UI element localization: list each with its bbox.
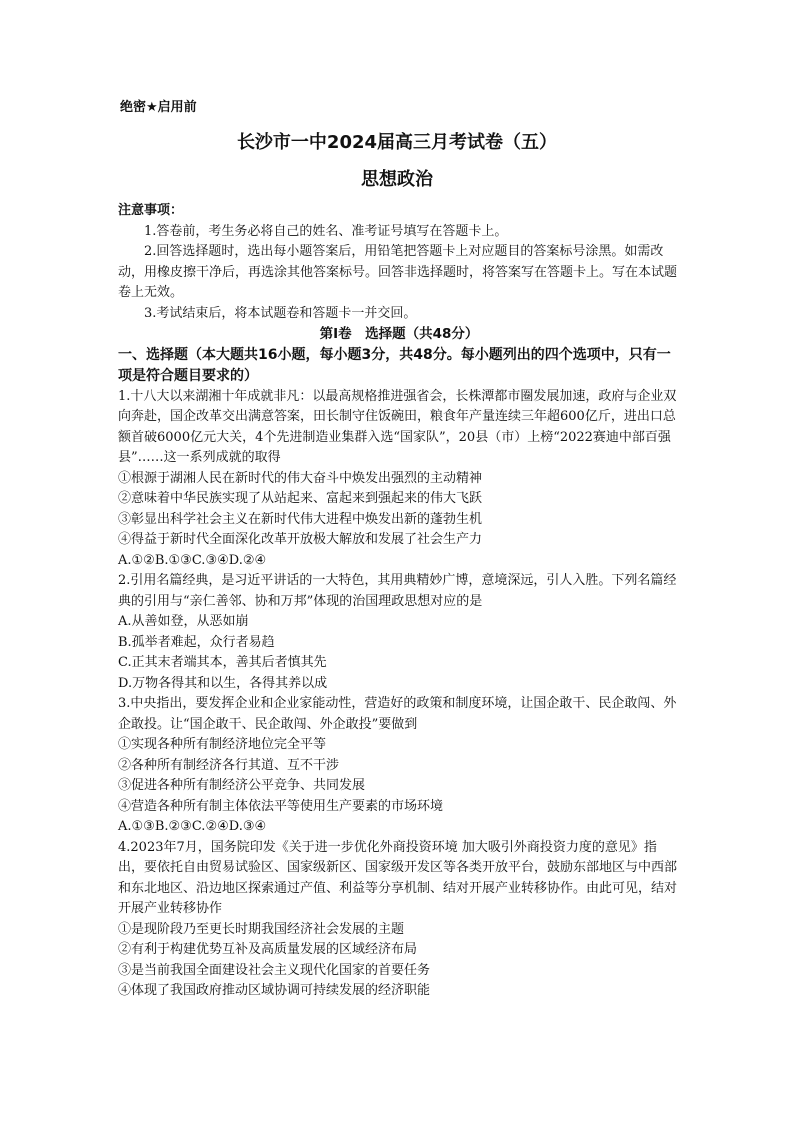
- question-stem: 2.引用名篇经典，是习近平讲话的一大特色，其用典精妙广博，意境深远，引人入胜。下列名篇经典的引用与“亲仁善邻、协和万邦”体现的治国理政思想对应的是: [118, 573, 677, 609]
- question-1: [118, 387, 680, 572]
- question-option: ④得益于新时代全面深化改革开放极大解放和发展了社会生产力: [118, 532, 483, 547]
- question-option: ③促进各种所有制经济公平竞争、共同发展: [118, 778, 366, 793]
- note-item: 1.答卷前，考生务必将自己的姓名、准考证号填写在答题卡上。: [144, 223, 508, 239]
- answer-choices: A.①②B.①③C.③④D.②④: [118, 552, 267, 568]
- question-option: ①实现各种所有制经济地位完全平等: [118, 737, 327, 752]
- exam-title: 长沙市一中2024届高三月考试卷（五）: [236, 132, 558, 153]
- question-option: ③彰显出科学社会主义在新时代伟大进程中焕发出新的蓬勃生机: [118, 511, 483, 527]
- question-option: ②意味着中华民族实现了从站起来、富起来到强起来的伟大飞跃: [118, 491, 483, 506]
- subject-title: 思想政治: [361, 169, 433, 190]
- question-4: [118, 838, 680, 1002]
- question-option: ①是现阶段乃至更长时期我国经济社会发展的主题: [118, 921, 405, 937]
- question-option: ④体现了我国政府推动区域协调可持续发展的经济职能: [118, 983, 431, 998]
- section-title: 第Ⅰ卷 选择题（共48分）: [319, 326, 479, 342]
- part-title: 一、选择题（本大题共16小题，每小题3分，共48分。每小题列出的四个选项中，只有一项是符合题目要求的）: [118, 346, 671, 384]
- notes-heading: 注意事项：: [118, 203, 184, 218]
- answer-choices: A.①③B.②③C.②④D.③④: [118, 819, 267, 834]
- question-option: ③是当前我国全面建设社会主义现代化国家的首要任务: [118, 962, 431, 978]
- confidential-mark: 绝密★启用前: [120, 100, 197, 115]
- question-option: ④营造各种所有制主体依法平等使用生产要素的市场环境: [118, 798, 444, 814]
- question-stem: 3.中央指出，要发挥企业和企业家能动性，营造好的政策和制度环境，让国企敢干、民企敢闯、外企敢投。让“国企敢干、民企敢闯、外企敢投”要做到: [118, 696, 677, 732]
- question-3: [118, 694, 680, 838]
- note-item: 2.回答选择题时，选出每小题答案后，用铅笔把答题卡上对应题目的答案标号涂黑。如需改动，用橡皮擦干净后，再选涂其他答案标号。回答非选择题时，将答案写在答题卡上。写在本试题卷上无效。: [118, 244, 678, 300]
- question-stem: 1.十八大以来湖湘十年成就非凡：以最高规格推进强省会，长株潭都市圈发展加速，政府与企业双向奔赴，国企改革交出满意答案，田长制守住饭碗田，粮食年产量连续三年超600亿斤，进出口总额首破6000亿元大关，4个先进制造业集群入选“国家队”，20县（市）上榜“2022赛迪中部百强县”……这一系列成就的取得: [118, 388, 677, 465]
- question-option: ①根源于湖湘人民在新时代的伟大奋斗中焕发出强烈的主动精神: [118, 470, 483, 486]
- note-item: 3.考试结束后，将本试题卷和答题卡一并交回。: [144, 305, 417, 321]
- question-option: ②各种所有制经济各行其道、互不干涉: [118, 757, 340, 773]
- question-2: [118, 571, 680, 694]
- question-option: C.正其末者端其本，善其后者慎其先: [118, 655, 327, 670]
- question-option: A.从善如登，从恶如崩: [118, 614, 249, 629]
- question-stem: 4.2023年7月，国务院印发《关于进一步优化外商投资环境 加大吸引外商投资力度的意见》指出，要依托自由贸易试验区、国家级新区、国家级开发区等各类开放平台，鼓励东部地区与中西部和东北地区、沿边地区探索通过产值、利益等分享机制、结对开展产业转移协作。由此可见，结对开展产业转移协作: [118, 839, 678, 916]
- question-option: D.万物各得其和以生，各得其养以成: [118, 675, 328, 691]
- exam-body: [118, 201, 680, 1002]
- question-option: ②有利于构建优势互补及高质量发展的区域经济布局: [118, 942, 418, 957]
- question-option: B.孤举者难起，众行者易趋: [118, 634, 275, 650]
